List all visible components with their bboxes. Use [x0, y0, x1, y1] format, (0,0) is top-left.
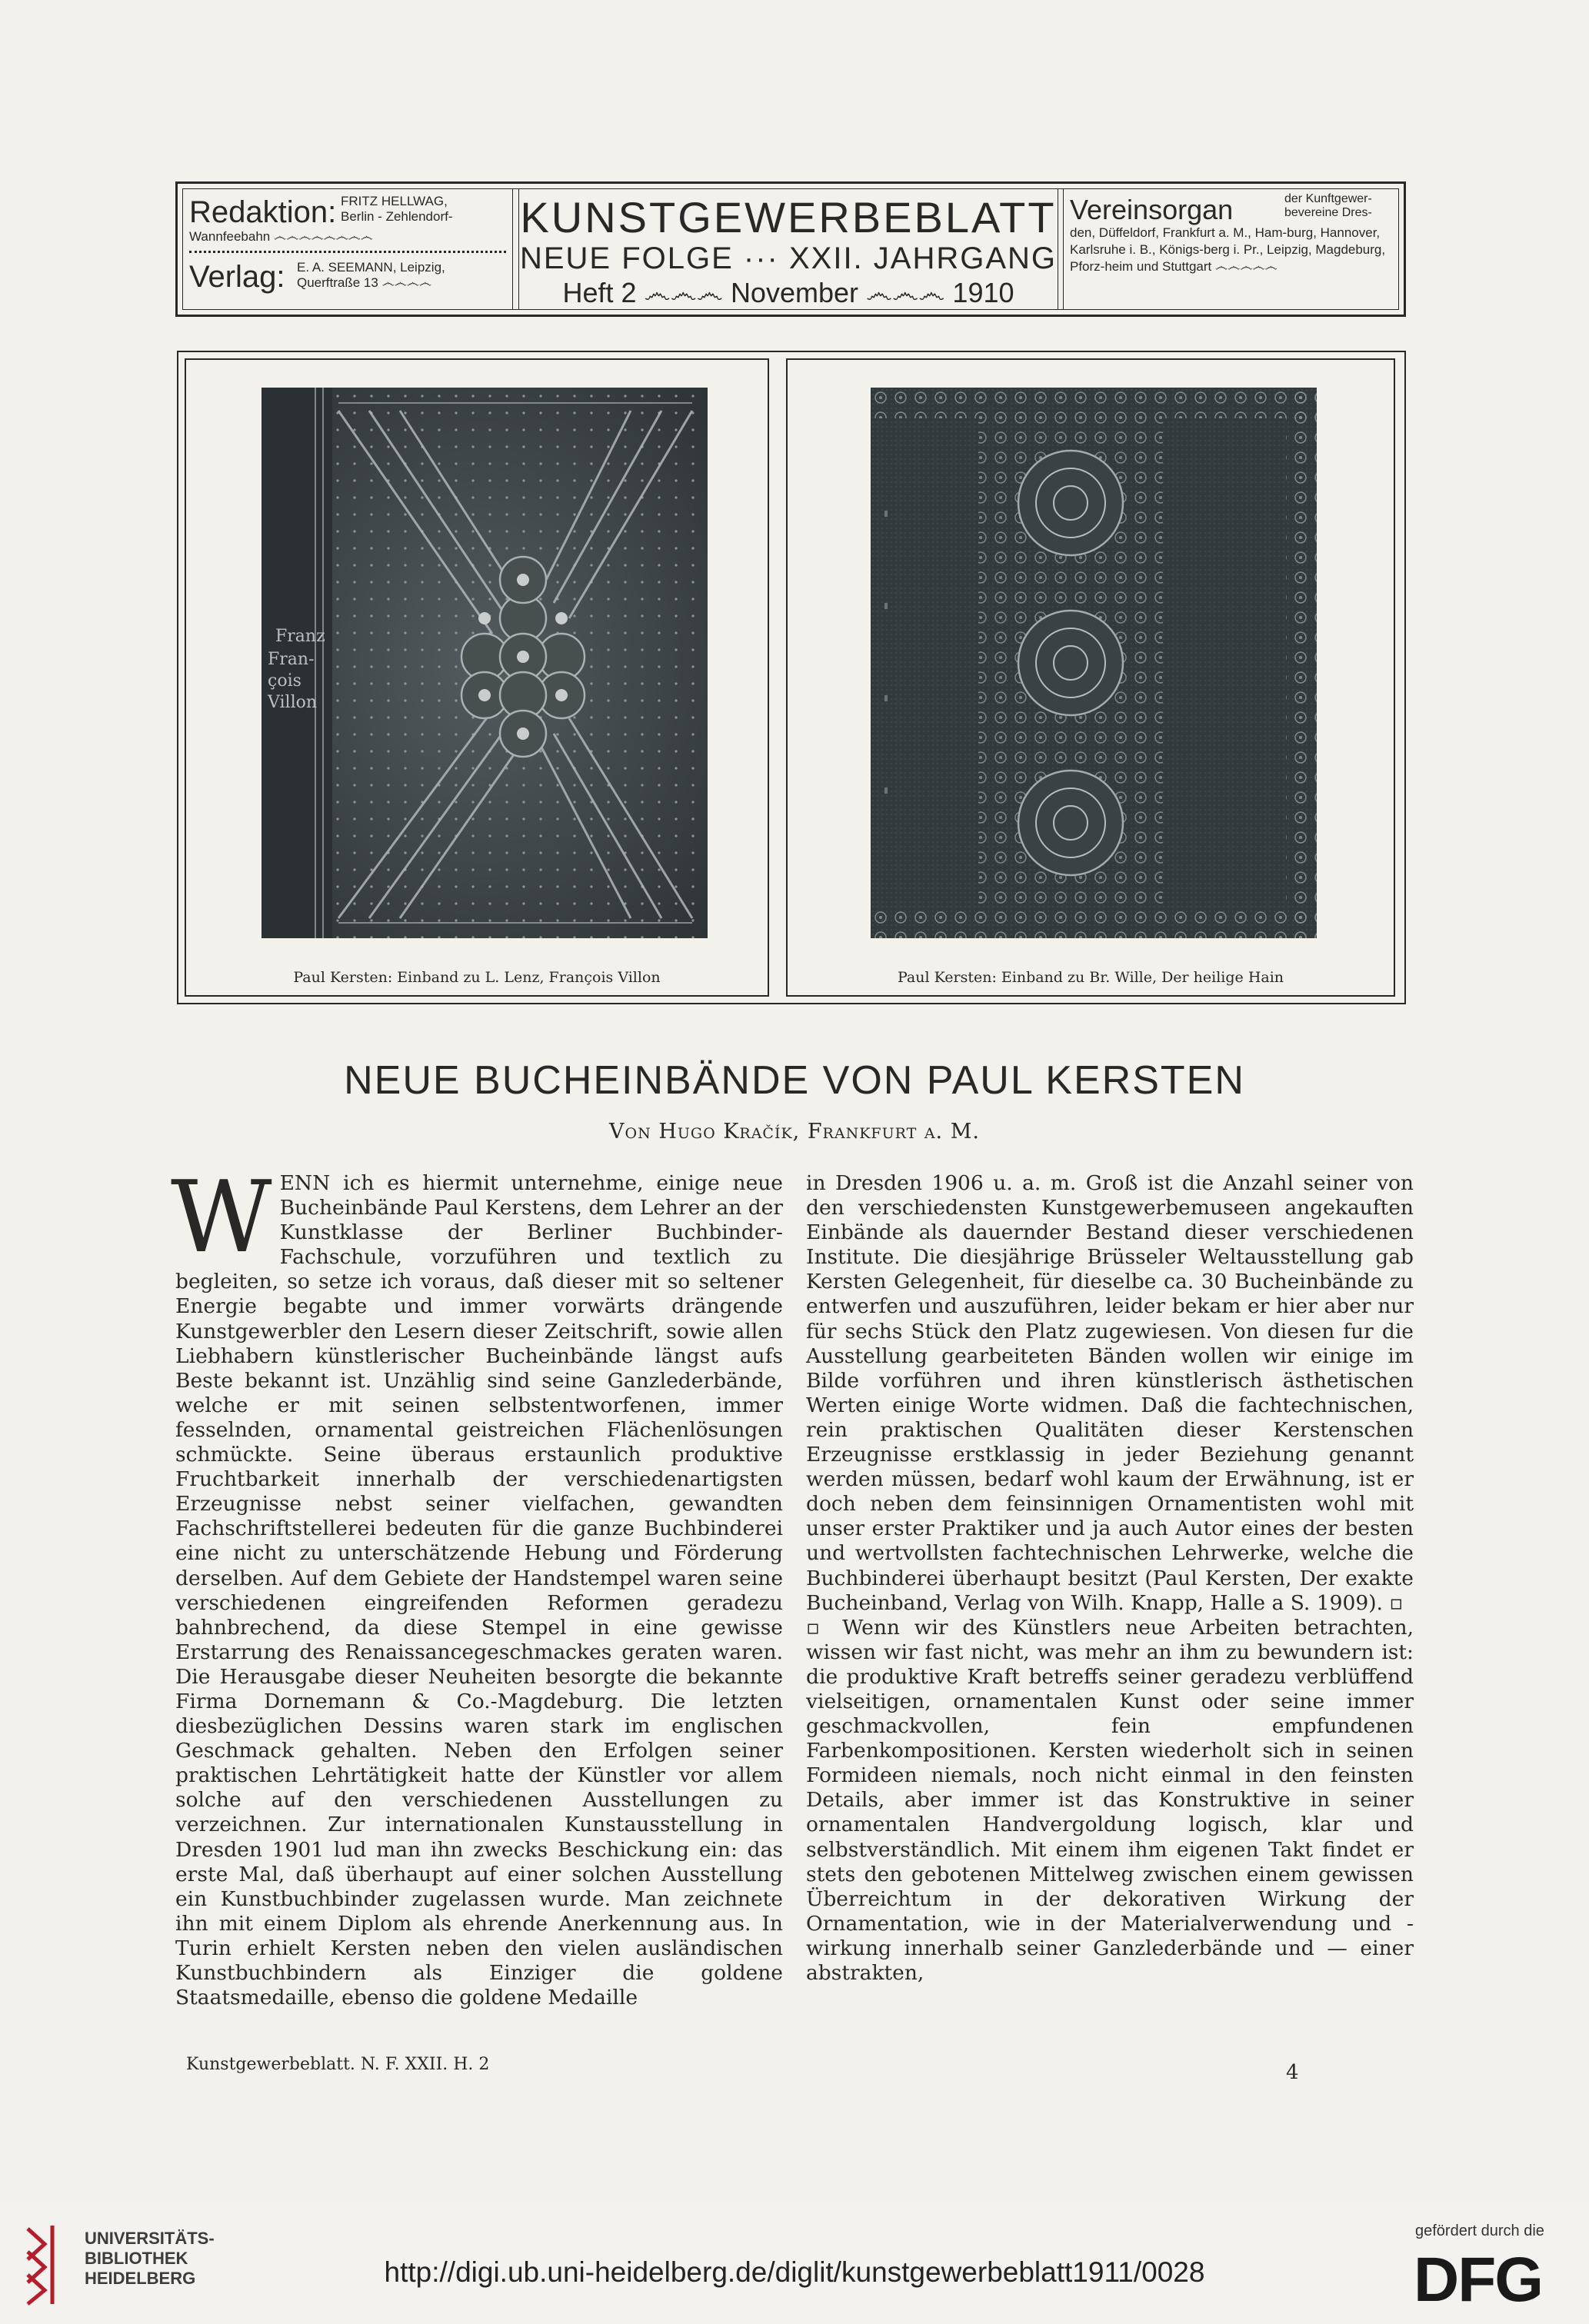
vereinsorgan-body: den, Düffeldorf, Frankfurt a. M., Ham-burg, Hannover, Karlsruhe i. B., Königs-berg i. Pr., Leipzig, Magdeburg, Pforz-heim und Stuttgart ෴෴෴෴෴ [1070, 225, 1386, 274]
divider [189, 251, 506, 253]
journal-title: KUNSTGEWERBEBLATT [520, 193, 1057, 241]
ornament-squiggle: ෴෴෴෴෴෴෴෴ [273, 229, 373, 244]
book-cover-hain-image [871, 388, 1317, 938]
issue-year: 1910 [952, 277, 1014, 308]
masthead [175, 181, 1406, 317]
journal-series: NEUE FOLGE ··· XXII. JAHRGANG [519, 241, 1058, 275]
text-column-left [171, 1160, 784, 2010]
plate-caption: Paul Kersten: Einband zu Br. Wille, Der heilige Hain [897, 969, 1284, 986]
svg-text:Villon: Villon [268, 693, 318, 712]
permalink-url[interactable]: http://digi.ub.uni-heidelberg.de/diglit/kunstgewerbeblatt1911/0028 [384, 2256, 1205, 2288]
text-column-right [806, 1171, 1414, 1986]
paragraph: in Dresden 1906 u. a. m. Groß ist die Anzahl seiner von den verschiedensten Kunstgewerbemuseen angekauften Einbände als dauernder Bestand dieser verschiedenen Institute. Die diesjährige Brüsseler Weltausstellung gab Kersten Gelegenheit, für dieselbe ca. 30 Bucheinbände zu entwerfen und auszuführen, leider bekam er hier aber nur für sechs Stück den Platz zugewiesen. Von diesen fur die Ausstellung gearbeiteten Bänden wollen wir einige im Bilde vorführen und ihren künstlerisch ästhetischen Werten einige Worte widmen. Daß die fachtechnischen, rein praktischen Qualitäten dieser Kerstenschen Erzeugnisse erstklassig in jeder Beziehung genannt werden müssen, bedarf wohl kaum der Erwähnung, ist er doch neben dem feinsinnigen Ornamentisten wohl mit unser erster Praktiker und ja auch Autor eines der besten und wertvollsten fachtechnischen Lehrwerke, welche die Buchbinderei überhaupt besitzt (Paul Kersten, Der exakte Bucheinband, Verlag von Wilh. Knapp, Halle a S. 1909). ▫ [806, 1171, 1414, 1615]
dfg-logo: DFG [1414, 2245, 1543, 2315]
plate-villon [185, 358, 769, 997]
plate-caption: Paul Kersten: Einband zu L. Lenz, François Villon [293, 969, 661, 986]
redaktion-place2: Wannfeebahn ෴෴෴෴෴෴෴෴ [189, 229, 373, 244]
redaktion-label: Redaktion: [189, 195, 337, 229]
svg-text:Fran-: Fran- [268, 650, 315, 669]
journal-footer: Kunstgewerbeblatt. N. F. XXII. H. 2 [186, 2055, 490, 2074]
verlag-street: Querftraße 13 ෴෴෴෴ [297, 275, 432, 290]
masthead-editorial [183, 189, 513, 309]
plates-frame [177, 351, 1406, 1004]
redaktion-name: FRITZ HELLWAG, [341, 194, 448, 208]
redaktion-place: Berlin - Zehlendorf- [341, 209, 453, 224]
issue-number: Heft 2 [562, 277, 637, 308]
ornament-squiggle: ෴෴෴ [866, 277, 945, 308]
svg-text:çois: çois [268, 671, 301, 691]
page-number: 4 [1286, 2061, 1299, 2084]
verlag-label: Verlag: [189, 260, 285, 294]
vereinsorgan-small: der Kunftgewer-bevereine Dres- [1284, 192, 1372, 219]
plate-hain [786, 358, 1395, 997]
verlag-name: E. A. SEEMANN, Leipzig, [297, 260, 445, 275]
ornament-squiggle: ෴෴෴෴ [381, 275, 432, 290]
issue-month: November [730, 277, 858, 308]
issue-line [519, 277, 1058, 310]
funding-note: gefördert durch die [1415, 2222, 1544, 2239]
paragraph: ENN ich es hiermit unternehme, einige neue Bucheinbände Paul Kerstens, dem Lehrer an der Kunstklasse der Berliner Buchbinder-Fachschule, vorzuführen und textlich zu begleiten, so setze ich voraus, daß dieser mit so seltener Energie begabte und immer vorwärts drängende Kunstgewerbler den Lesern dieser Zeitschrift, sowie allen Liebhabern künstlerischer Bucheinbände längst aufs Beste bekannt ist. Unzählig sind seine Ganzlederbände, welche er mit seinen selbstentworfenen, immer fesselnden, ornamental geistreichen Flächenlösungen schmückte. Seine überaus erstaunlich produktive Fruchtbarkeit innerhalb der verschiedenartigsten Erzeugnisse nebst seiner vielfachen, gewandten Fachschriftstellerei bedeuten für die ganze Buchbinderei eine nicht zu unterschätzende Hebung und Förderung derselben. Auf dem Gebiete der Handstempel waren seine verschiedenen eingreifenden Reformen geradezu bahnbrechend, da diese Stempel in eine gewisse Erstarrung des Renaissancegeschmackes geraten waren. Die Herausgabe dieser Neuheiten besorgte die bekannte Firma Dornemann & Co.-Magdeburg. Die letzten diesbezüglichen Dessins waren stark im englischen Geschmack gehalten. Neben den Erfolgen seiner praktischen Lehrtätigkeit hatte der Künstler vor allem solche auf den verschiedenen Ausstellungen zu verzeichnen. Zur internationalen Kunstausstellung in Dresden 1901 lud man ihn zwecks Beschickung ein: das erste Mal, daß überhaupt auf einer solchen Ausstellung ein Kunstbuchbinder zugelassen wurde. Man zeichnete ihn mit einem Diplom als ehrende Anerkennung aus. In Turin erhielt Kersten neben den vielen ausländischen Kunstbuchbindern als Einziger die goldene Staatsmedaille, ebenso die goldene Medaille [175, 1171, 784, 2010]
masthead-title-block [518, 189, 1058, 309]
paragraph: ▫ Wenn wir des Künstlers neue Arbeiten betrachten, wissen wir fast nicht, was mehr an ihm zu bewundern ist: die produktive Kraft betreffs seiner geradezu verblüffend vielseitigen, ornamentalen Kunst oder seine immer geschmackvollen, fein empfundenen Farbenkompositionen. Kersten wiederholt sich in seinen Formideen niemals, noch nicht einmal in den feinsten Details, aber immer ist das Konstruktive in seiner ornamentalen Handvergoldung logisch, klar und selbstverständlich. Mit einem ihm eigenen Takt findet er stets den gebotenen Mittelweg zwischen einem gewissen Überreichtum in der dekorativen Wirkung der Ornamentation, wie in der Materialverwendung und -wirkung innerhalb seiner Ganzlederbände und — einer abstrakten, [806, 1615, 1414, 1985]
ornament-squiggle: ෴෴෴෴෴ [1215, 259, 1278, 274]
drop-cap: W [171, 1160, 272, 1275]
article-byline: Von Hugo Kračík, Frankfurt a. M. [609, 1120, 980, 1144]
vereinsorgan-label: Vereinsorgan [1070, 194, 1234, 225]
book-cover-villon-image [262, 388, 708, 938]
ornament-squiggle: ෴෴෴ [644, 277, 723, 308]
svg-text:Franz: Franz [275, 627, 325, 646]
library-name: UNIVERSITÄTS- BIBLIOTHEK HEIDELBERG [85, 2229, 215, 2288]
article-title: NEUE BUCHEINBÄNDE VON PAUL KERSTEN [344, 1058, 1245, 1103]
masthead-association [1063, 189, 1398, 309]
